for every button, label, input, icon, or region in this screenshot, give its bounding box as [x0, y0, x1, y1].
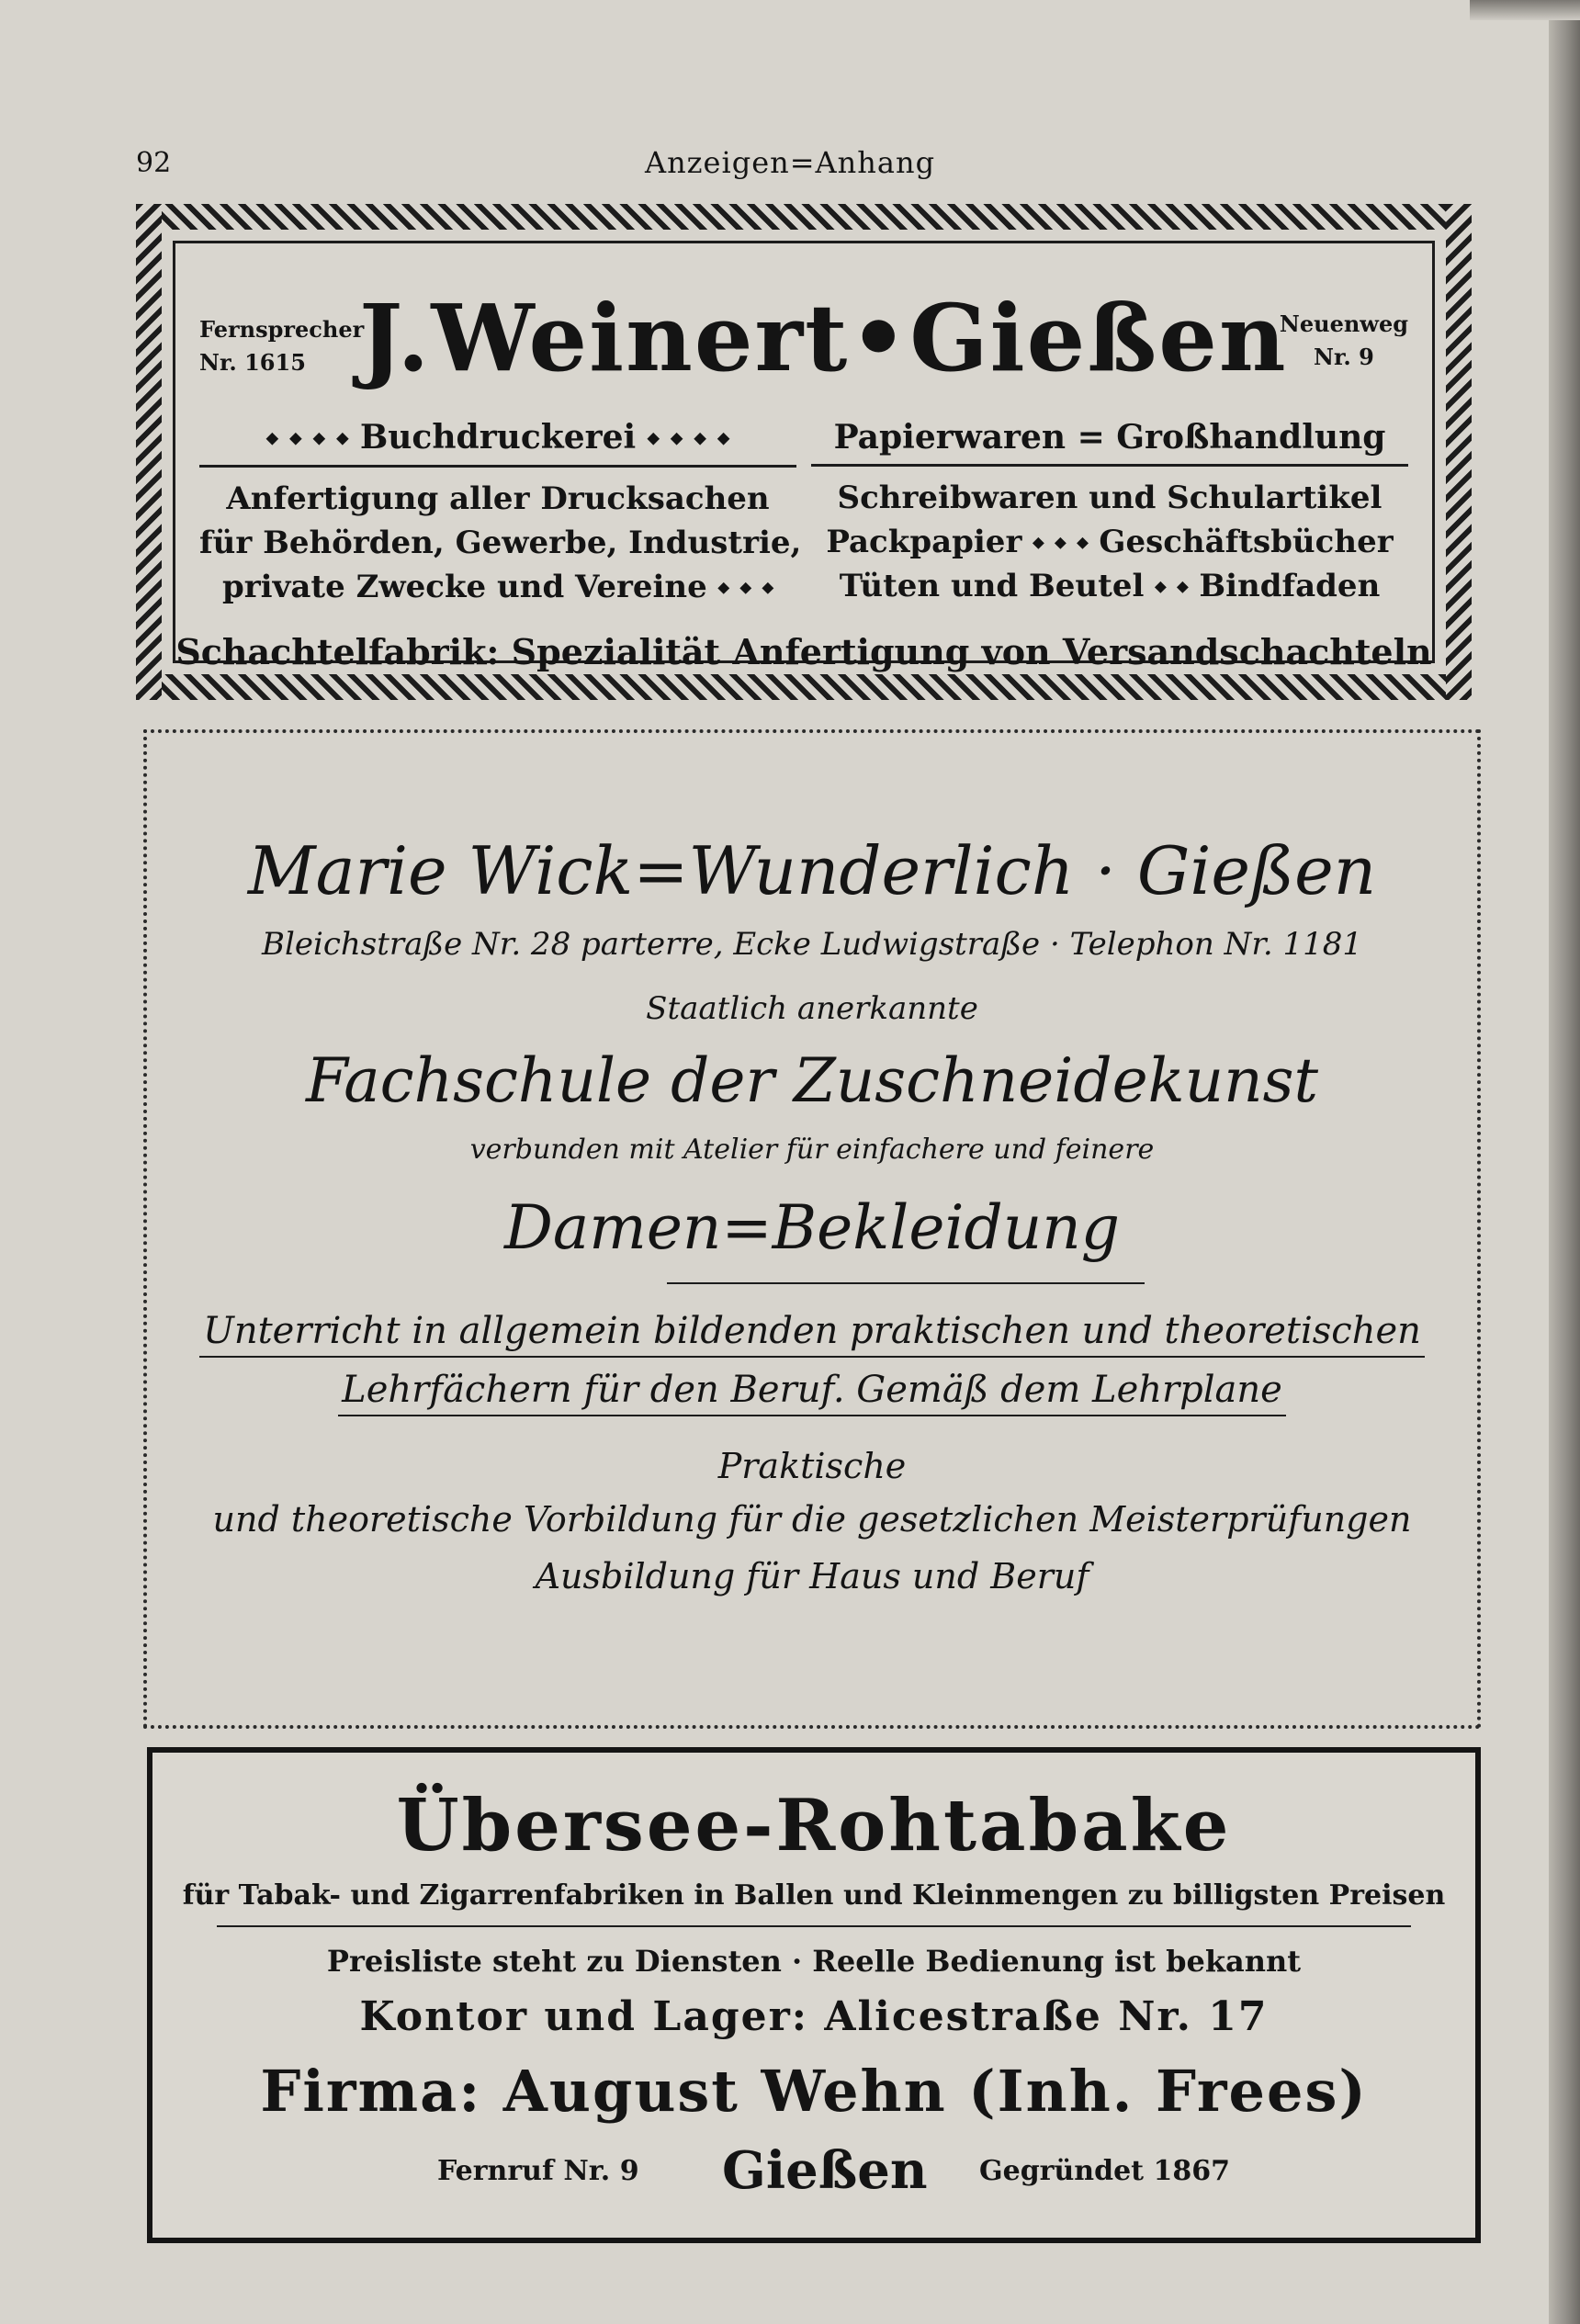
weinert-advertisement — [136, 204, 1472, 700]
wick-lesson-line — [147, 1310, 1477, 1358]
wick-title: Marie Wick=Wunderlich · Gießen — [247, 832, 1377, 909]
ornament-border-left — [136, 204, 162, 700]
printing-heading: ⬩ ⬩ ⬩ ⬩ Buchdruckerei ⬩ ⬩ ⬩ ⬩ — [199, 418, 796, 468]
wick-practical-line: und theoretische Vorbildung für die gesetzlichen Meisterprüfungen — [212, 1499, 1412, 1540]
weinert-street: Neuenweg — [1279, 310, 1408, 337]
running-head — [129, 140, 1451, 186]
box-factory-line: Schachtelfabrik: Spezialität Anfertigung von Versandschachteln — [175, 631, 1432, 672]
ornament-border-top — [136, 204, 1472, 230]
wehn-subtitle: für Tabak- und Zigarrenfabriken in Ballen und Kleinmengen zu billigsten Preisen — [182, 1879, 1446, 1912]
wehn-firm: Firma: August Wehn (Inh. Frees) — [260, 2058, 1368, 2125]
weinert-phone — [199, 313, 364, 379]
paper-heading: Papierwaren = Großhandlung — [811, 418, 1408, 467]
paper-line: Schreibwaren und Schulartikel — [837, 479, 1382, 516]
wick-practical-line: Praktische — [717, 1446, 907, 1486]
wehn-phone: Fernruf Nr. 9 — [437, 2155, 639, 2187]
wehn-footer — [152, 2140, 1475, 2205]
weinert-phone-number: Nr. 1615 — [199, 349, 306, 376]
wick-state-recognized: Staatlich anerkannte — [646, 990, 978, 1027]
wehn-price-list: Preisliste steht zu Diensten · Reelle Bedienung ist bekannt — [326, 1944, 1302, 1979]
wehn-advertisement — [147, 1747, 1481, 2243]
page-number: 92 — [136, 147, 172, 179]
wehn-kontor: Kontor und Lager: Alicestraße Nr. 17 — [359, 1993, 1269, 2040]
wehn-founded: Gegründet 1867 — [979, 2155, 1230, 2187]
paper-line: Packpapier ⬩ ⬩ ⬩ Geschäftsbücher — [826, 524, 1394, 560]
wick-practical-line: Ausbildung für Haus und Beruf — [535, 1556, 1089, 1596]
wick-school-name: Fachschule der Zuschneidekunst — [305, 1045, 1319, 1116]
wick-lesson-line — [147, 1369, 1477, 1416]
weinert-address — [1280, 308, 1408, 374]
wick-advertisement — [143, 729, 1481, 1729]
wehn-divider — [217, 1925, 1411, 1927]
printing-line: für Behörden, Gewerbe, Industrie, — [199, 525, 802, 561]
wick-divider — [667, 1282, 1145, 1284]
wick-atelier: verbunden mit Atelier für einfachere und feinere — [469, 1134, 1155, 1166]
page-edge — [1549, 0, 1580, 2324]
weinert-firm-name: J.Weinert•Gießen — [359, 284, 1288, 392]
weinert-street-number: Nr. 9 — [1314, 344, 1374, 370]
ornament-border-right — [1446, 204, 1472, 700]
paper-line: Tüten und Beutel ⬩ ⬩ Bindfaden — [839, 568, 1381, 604]
wehn-city: Gießen — [722, 2140, 928, 2201]
printing-line: private Zwecke und Vereine ⬩ ⬩ ⬩ — [222, 569, 773, 605]
ornament-border-bottom — [136, 674, 1472, 700]
page-edge-top — [1470, 0, 1580, 20]
wick-lesson-text: Unterricht in allgemein bildenden praktischen und theoretischen — [199, 1310, 1425, 1358]
weinert-phone-label: Fernsprecher — [199, 316, 365, 343]
weinert-frame — [173, 241, 1435, 672]
wick-address: Bleichstraße Nr. 28 parterre, Ecke Ludwigstraße · Telephon Nr. 1181 — [261, 926, 1362, 963]
printing-column — [199, 418, 802, 609]
wehn-title: Übersee-Rohtabake — [396, 1784, 1232, 1867]
printing-line: Anfertigung aller Drucksachen — [226, 480, 770, 517]
running-title: Anzeigen=Anhang — [644, 145, 936, 180]
paper-column — [811, 418, 1408, 608]
wick-lesson-text: Lehrfächern für den Beruf. Gemäß dem Lehrplane — [338, 1369, 1286, 1416]
wick-department: Damen=Bekleidung — [503, 1192, 1121, 1263]
